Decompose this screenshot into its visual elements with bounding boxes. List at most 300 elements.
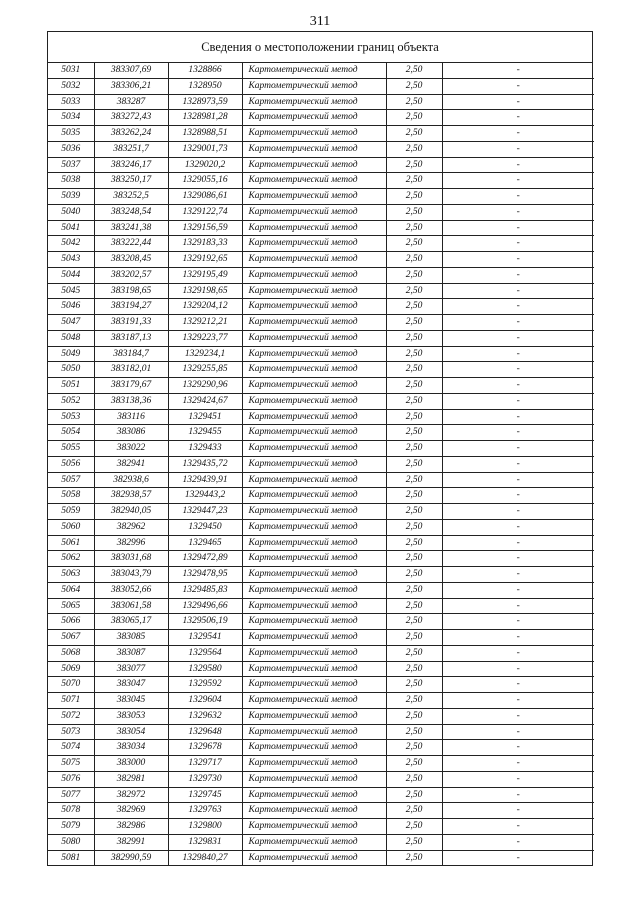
x-coordinate-cell: 383191,33	[94, 315, 168, 331]
description-cell: -	[442, 708, 594, 724]
description-cell: -	[442, 598, 594, 614]
method-cell: Картометрический метод	[242, 456, 386, 472]
precision-cell: 2,50	[386, 535, 442, 551]
precision-cell: 2,50	[386, 252, 442, 268]
method-cell: Картометрический метод	[242, 551, 386, 567]
precision-cell: 2,50	[386, 409, 442, 425]
point-number-cell: 5060	[48, 519, 94, 535]
point-number-cell: 5059	[48, 504, 94, 520]
point-number-cell: 5054	[48, 425, 94, 441]
method-cell: Картометрический метод	[242, 330, 386, 346]
point-number-cell: 5057	[48, 472, 94, 488]
point-number-cell: 5075	[48, 756, 94, 772]
method-cell: Картометрический метод	[242, 362, 386, 378]
x-coordinate-cell: 382969	[94, 803, 168, 819]
y-coordinate-cell: 1329212,21	[168, 315, 242, 331]
description-cell: -	[442, 756, 594, 772]
table-row	[48, 850, 594, 865]
description-cell: -	[442, 519, 594, 535]
method-cell: Картометрический метод	[242, 220, 386, 236]
precision-cell: 2,50	[386, 771, 442, 787]
precision-cell: 2,50	[386, 661, 442, 677]
method-cell: Картометрический метод	[242, 393, 386, 409]
method-cell: Картометрический метод	[242, 756, 386, 772]
y-coordinate-cell: 1329290,96	[168, 378, 242, 394]
x-coordinate-cell: 383138,36	[94, 393, 168, 409]
x-coordinate-cell: 383179,67	[94, 378, 168, 394]
y-coordinate-cell: 1329183,33	[168, 236, 242, 252]
y-coordinate-cell: 1329632	[168, 708, 242, 724]
y-coordinate-cell: 1329564	[168, 645, 242, 661]
point-number-cell: 5080	[48, 834, 94, 850]
table-row	[48, 535, 594, 551]
description-cell: -	[442, 315, 594, 331]
table-row	[48, 141, 594, 157]
table-row	[48, 582, 594, 598]
description-cell: -	[442, 504, 594, 520]
x-coordinate-cell: 383208,45	[94, 252, 168, 268]
precision-cell: 2,50	[386, 740, 442, 756]
y-coordinate-cell: 1329020,2	[168, 157, 242, 173]
document-title: Сведения о местоположении границ объекта	[48, 32, 592, 63]
x-coordinate-cell: 383250,17	[94, 173, 168, 189]
table-row	[48, 393, 594, 409]
table-row	[48, 740, 594, 756]
point-number-cell: 5038	[48, 173, 94, 189]
y-coordinate-cell: 1329717	[168, 756, 242, 772]
point-number-cell: 5041	[48, 220, 94, 236]
precision-cell: 2,50	[386, 693, 442, 709]
table-row	[48, 661, 594, 677]
description-cell: -	[442, 157, 594, 173]
x-coordinate-cell: 383246,17	[94, 157, 168, 173]
description-cell: -	[442, 787, 594, 803]
method-cell: Картометрический метод	[242, 283, 386, 299]
precision-cell: 2,50	[386, 630, 442, 646]
point-number-cell: 5032	[48, 78, 94, 94]
method-cell: Картометрический метод	[242, 94, 386, 110]
description-cell: -	[442, 645, 594, 661]
precision-cell: 2,50	[386, 299, 442, 315]
description-cell: -	[442, 63, 594, 78]
table-row	[48, 189, 594, 205]
description-cell: -	[442, 535, 594, 551]
x-coordinate-cell: 383034	[94, 740, 168, 756]
precision-cell: 2,50	[386, 141, 442, 157]
y-coordinate-cell: 1329604	[168, 693, 242, 709]
table-row	[48, 645, 594, 661]
y-coordinate-cell: 1329122,74	[168, 204, 242, 220]
x-coordinate-cell: 383198,65	[94, 283, 168, 299]
x-coordinate-cell: 383241,38	[94, 220, 168, 236]
x-coordinate-cell: 382972	[94, 787, 168, 803]
table-row	[48, 346, 594, 362]
x-coordinate-cell: 382938,57	[94, 488, 168, 504]
point-number-cell: 5062	[48, 551, 94, 567]
description-cell: -	[442, 393, 594, 409]
precision-cell: 2,50	[386, 378, 442, 394]
table-row	[48, 63, 594, 78]
method-cell: Картометрический метод	[242, 834, 386, 850]
point-number-cell: 5055	[48, 441, 94, 457]
x-coordinate-cell: 382962	[94, 519, 168, 535]
method-cell: Картометрический метод	[242, 488, 386, 504]
description-cell: -	[442, 378, 594, 394]
description-cell: -	[442, 267, 594, 283]
y-coordinate-cell: 1329840,27	[168, 850, 242, 865]
method-cell: Картометрический метод	[242, 771, 386, 787]
x-coordinate-cell: 382940,05	[94, 504, 168, 520]
point-number-cell: 5064	[48, 582, 94, 598]
point-number-cell: 5065	[48, 598, 94, 614]
y-coordinate-cell: 1329001,73	[168, 141, 242, 157]
x-coordinate-cell: 383194,27	[94, 299, 168, 315]
table-row	[48, 330, 594, 346]
table-row	[48, 771, 594, 787]
table-row	[48, 519, 594, 535]
table-row	[48, 504, 594, 520]
method-cell: Картометрический метод	[242, 267, 386, 283]
precision-cell: 2,50	[386, 504, 442, 520]
table-row	[48, 252, 594, 268]
table-row	[48, 834, 594, 850]
description-cell: -	[442, 472, 594, 488]
y-coordinate-cell: 1328950	[168, 78, 242, 94]
table-row	[48, 236, 594, 252]
method-cell: Картометрический метод	[242, 63, 386, 78]
description-cell: -	[442, 252, 594, 268]
point-number-cell: 5067	[48, 630, 94, 646]
y-coordinate-cell: 1329223,77	[168, 330, 242, 346]
y-coordinate-cell: 1329541	[168, 630, 242, 646]
method-cell: Картометрический метод	[242, 252, 386, 268]
y-coordinate-cell: 1329433	[168, 441, 242, 457]
point-number-cell: 5053	[48, 409, 94, 425]
method-cell: Картометрический метод	[242, 693, 386, 709]
y-coordinate-cell: 1329580	[168, 661, 242, 677]
y-coordinate-cell: 1328866	[168, 63, 242, 78]
y-coordinate-cell: 1329465	[168, 535, 242, 551]
table-row	[48, 220, 594, 236]
point-number-cell: 5063	[48, 567, 94, 583]
precision-cell: 2,50	[386, 803, 442, 819]
point-number-cell: 5045	[48, 283, 94, 299]
point-number-cell: 5076	[48, 771, 94, 787]
x-coordinate-cell: 383287	[94, 94, 168, 110]
method-cell: Картометрический метод	[242, 787, 386, 803]
point-number-cell: 5071	[48, 693, 94, 709]
y-coordinate-cell: 1329451	[168, 409, 242, 425]
description-cell: -	[442, 771, 594, 787]
point-number-cell: 5058	[48, 488, 94, 504]
precision-cell: 2,50	[386, 425, 442, 441]
precision-cell: 2,50	[386, 393, 442, 409]
method-cell: Картометрический метод	[242, 724, 386, 740]
precision-cell: 2,50	[386, 456, 442, 472]
x-coordinate-cell: 383043,79	[94, 567, 168, 583]
description-cell: -	[442, 724, 594, 740]
y-coordinate-cell: 1329195,49	[168, 267, 242, 283]
table-row	[48, 630, 594, 646]
method-cell: Картометрический метод	[242, 157, 386, 173]
method-cell: Картометрический метод	[242, 409, 386, 425]
point-number-cell: 5077	[48, 787, 94, 803]
y-coordinate-cell: 1329506,19	[168, 614, 242, 630]
x-coordinate-cell: 382941	[94, 456, 168, 472]
y-coordinate-cell: 1329455	[168, 425, 242, 441]
table-row	[48, 362, 594, 378]
description-cell: -	[442, 551, 594, 567]
y-coordinate-cell: 1329055,16	[168, 173, 242, 189]
y-coordinate-cell: 1329424,67	[168, 393, 242, 409]
point-number-cell: 5070	[48, 677, 94, 693]
precision-cell: 2,50	[386, 110, 442, 126]
table-row	[48, 803, 594, 819]
table-row	[48, 488, 594, 504]
method-cell: Картометрический метод	[242, 819, 386, 835]
method-cell: Картометрический метод	[242, 803, 386, 819]
coordinates-document	[47, 31, 593, 866]
x-coordinate-cell: 383053	[94, 708, 168, 724]
table-row	[48, 567, 594, 583]
method-cell: Картометрический метод	[242, 645, 386, 661]
point-number-cell: 5069	[48, 661, 94, 677]
table-row	[48, 693, 594, 709]
point-number-cell: 5074	[48, 740, 94, 756]
precision-cell: 2,50	[386, 488, 442, 504]
method-cell: Картометрический метод	[242, 630, 386, 646]
y-coordinate-cell: 1328988,51	[168, 126, 242, 142]
table-row	[48, 708, 594, 724]
point-number-cell: 5036	[48, 141, 94, 157]
y-coordinate-cell: 1329086,61	[168, 189, 242, 205]
precision-cell: 2,50	[386, 551, 442, 567]
x-coordinate-cell: 383248,54	[94, 204, 168, 220]
y-coordinate-cell: 1329450	[168, 519, 242, 535]
x-coordinate-cell: 383047	[94, 677, 168, 693]
y-coordinate-cell: 1329435,72	[168, 456, 242, 472]
y-coordinate-cell: 1329439,91	[168, 472, 242, 488]
method-cell: Картометрический метод	[242, 582, 386, 598]
method-cell: Картометрический метод	[242, 614, 386, 630]
precision-cell: 2,50	[386, 204, 442, 220]
table-row	[48, 315, 594, 331]
x-coordinate-cell: 383022	[94, 441, 168, 457]
description-cell: -	[442, 456, 594, 472]
x-coordinate-cell: 383045	[94, 693, 168, 709]
method-cell: Картометрический метод	[242, 441, 386, 457]
point-number-cell: 5050	[48, 362, 94, 378]
point-number-cell: 5042	[48, 236, 94, 252]
point-number-cell: 5046	[48, 299, 94, 315]
precision-cell: 2,50	[386, 519, 442, 535]
table-row	[48, 787, 594, 803]
x-coordinate-cell: 383182,01	[94, 362, 168, 378]
coordinates-table	[48, 63, 594, 865]
y-coordinate-cell: 1329447,23	[168, 504, 242, 520]
description-cell: -	[442, 803, 594, 819]
point-number-cell: 5072	[48, 708, 94, 724]
description-cell: -	[442, 94, 594, 110]
precision-cell: 2,50	[386, 78, 442, 94]
point-number-cell: 5068	[48, 645, 94, 661]
method-cell: Картометрический метод	[242, 173, 386, 189]
description-cell: -	[442, 582, 594, 598]
table-row	[48, 819, 594, 835]
point-number-cell: 5035	[48, 126, 94, 142]
point-number-cell: 5079	[48, 819, 94, 835]
x-coordinate-cell: 383307,69	[94, 63, 168, 78]
description-cell: -	[442, 236, 594, 252]
description-cell: -	[442, 220, 594, 236]
description-cell: -	[442, 693, 594, 709]
point-number-cell: 5037	[48, 157, 94, 173]
x-coordinate-cell: 383065,17	[94, 614, 168, 630]
table-row	[48, 614, 594, 630]
x-coordinate-cell: 383184,7	[94, 346, 168, 362]
page-number: 311	[309, 14, 331, 29]
precision-cell: 2,50	[386, 834, 442, 850]
point-number-cell: 5039	[48, 189, 94, 205]
x-coordinate-cell: 383272,43	[94, 110, 168, 126]
precision-cell: 2,50	[386, 598, 442, 614]
x-coordinate-cell: 383251,7	[94, 141, 168, 157]
y-coordinate-cell: 1329831	[168, 834, 242, 850]
method-cell: Картометрический метод	[242, 708, 386, 724]
point-number-cell: 5040	[48, 204, 94, 220]
x-coordinate-cell: 382996	[94, 535, 168, 551]
table-row	[48, 126, 594, 142]
x-coordinate-cell: 383061,58	[94, 598, 168, 614]
precision-cell: 2,50	[386, 708, 442, 724]
y-coordinate-cell: 1329496,66	[168, 598, 242, 614]
description-cell: -	[442, 110, 594, 126]
method-cell: Картометрический метод	[242, 126, 386, 142]
method-cell: Картометрический метод	[242, 236, 386, 252]
precision-cell: 2,50	[386, 236, 442, 252]
y-coordinate-cell: 1329763	[168, 803, 242, 819]
description-cell: -	[442, 346, 594, 362]
point-number-cell: 5049	[48, 346, 94, 362]
description-cell: -	[442, 189, 594, 205]
table-row	[48, 299, 594, 315]
y-coordinate-cell: 1329648	[168, 724, 242, 740]
method-cell: Картометрический метод	[242, 535, 386, 551]
y-coordinate-cell: 1329472,89	[168, 551, 242, 567]
y-coordinate-cell: 1329255,85	[168, 362, 242, 378]
method-cell: Картометрический метод	[242, 598, 386, 614]
table-row	[48, 456, 594, 472]
point-number-cell: 5052	[48, 393, 94, 409]
method-cell: Картометрический метод	[242, 425, 386, 441]
x-coordinate-cell: 383222,44	[94, 236, 168, 252]
x-coordinate-cell: 383054	[94, 724, 168, 740]
method-cell: Картометрический метод	[242, 504, 386, 520]
point-number-cell: 5031	[48, 63, 94, 78]
point-number-cell: 5048	[48, 330, 94, 346]
table-row	[48, 204, 594, 220]
description-cell: -	[442, 78, 594, 94]
table-row	[48, 409, 594, 425]
x-coordinate-cell: 382981	[94, 771, 168, 787]
y-coordinate-cell: 1329443,2	[168, 488, 242, 504]
method-cell: Картометрический метод	[242, 472, 386, 488]
table-row	[48, 425, 594, 441]
table-row	[48, 598, 594, 614]
description-cell: -	[442, 488, 594, 504]
description-cell: -	[442, 173, 594, 189]
precision-cell: 2,50	[386, 173, 442, 189]
x-coordinate-cell: 383087	[94, 645, 168, 661]
table-row	[48, 173, 594, 189]
precision-cell: 2,50	[386, 157, 442, 173]
y-coordinate-cell: 1329592	[168, 677, 242, 693]
method-cell: Картометрический метод	[242, 141, 386, 157]
description-cell: -	[442, 834, 594, 850]
point-number-cell: 5051	[48, 378, 94, 394]
y-coordinate-cell: 1329730	[168, 771, 242, 787]
description-cell: -	[442, 425, 594, 441]
table-row	[48, 677, 594, 693]
x-coordinate-cell: 383252,5	[94, 189, 168, 205]
point-number-cell: 5061	[48, 535, 94, 551]
table-row	[48, 724, 594, 740]
table-row	[48, 378, 594, 394]
description-cell: -	[442, 126, 594, 142]
precision-cell: 2,50	[386, 582, 442, 598]
method-cell: Картометрический метод	[242, 740, 386, 756]
method-cell: Картометрический метод	[242, 567, 386, 583]
description-cell: -	[442, 283, 594, 299]
x-coordinate-cell: 382938,6	[94, 472, 168, 488]
method-cell: Картометрический метод	[242, 204, 386, 220]
method-cell: Картометрический метод	[242, 110, 386, 126]
table-row	[48, 94, 594, 110]
point-number-cell: 5044	[48, 267, 94, 283]
description-cell: -	[442, 409, 594, 425]
precision-cell: 2,50	[386, 441, 442, 457]
table-row	[48, 756, 594, 772]
table-body	[48, 63, 594, 865]
table-row	[48, 110, 594, 126]
precision-cell: 2,50	[386, 315, 442, 331]
description-cell: -	[442, 614, 594, 630]
method-cell: Картометрический метод	[242, 299, 386, 315]
table-row	[48, 551, 594, 567]
table-row	[48, 441, 594, 457]
x-coordinate-cell: 383052,66	[94, 582, 168, 598]
y-coordinate-cell: 1328973,59	[168, 94, 242, 110]
x-coordinate-cell: 383085	[94, 630, 168, 646]
description-cell: -	[442, 330, 594, 346]
x-coordinate-cell: 383031,68	[94, 551, 168, 567]
point-number-cell: 5056	[48, 456, 94, 472]
y-coordinate-cell: 1328981,28	[168, 110, 242, 126]
method-cell: Картометрический метод	[242, 519, 386, 535]
point-number-cell: 5034	[48, 110, 94, 126]
precision-cell: 2,50	[386, 283, 442, 299]
precision-cell: 2,50	[386, 787, 442, 803]
x-coordinate-cell: 383262,24	[94, 126, 168, 142]
description-cell: -	[442, 299, 594, 315]
description-cell: -	[442, 661, 594, 677]
precision-cell: 2,50	[386, 346, 442, 362]
y-coordinate-cell: 1329156,59	[168, 220, 242, 236]
precision-cell: 2,50	[386, 220, 442, 236]
y-coordinate-cell: 1329204,12	[168, 299, 242, 315]
point-number-cell: 5073	[48, 724, 94, 740]
x-coordinate-cell: 383077	[94, 661, 168, 677]
